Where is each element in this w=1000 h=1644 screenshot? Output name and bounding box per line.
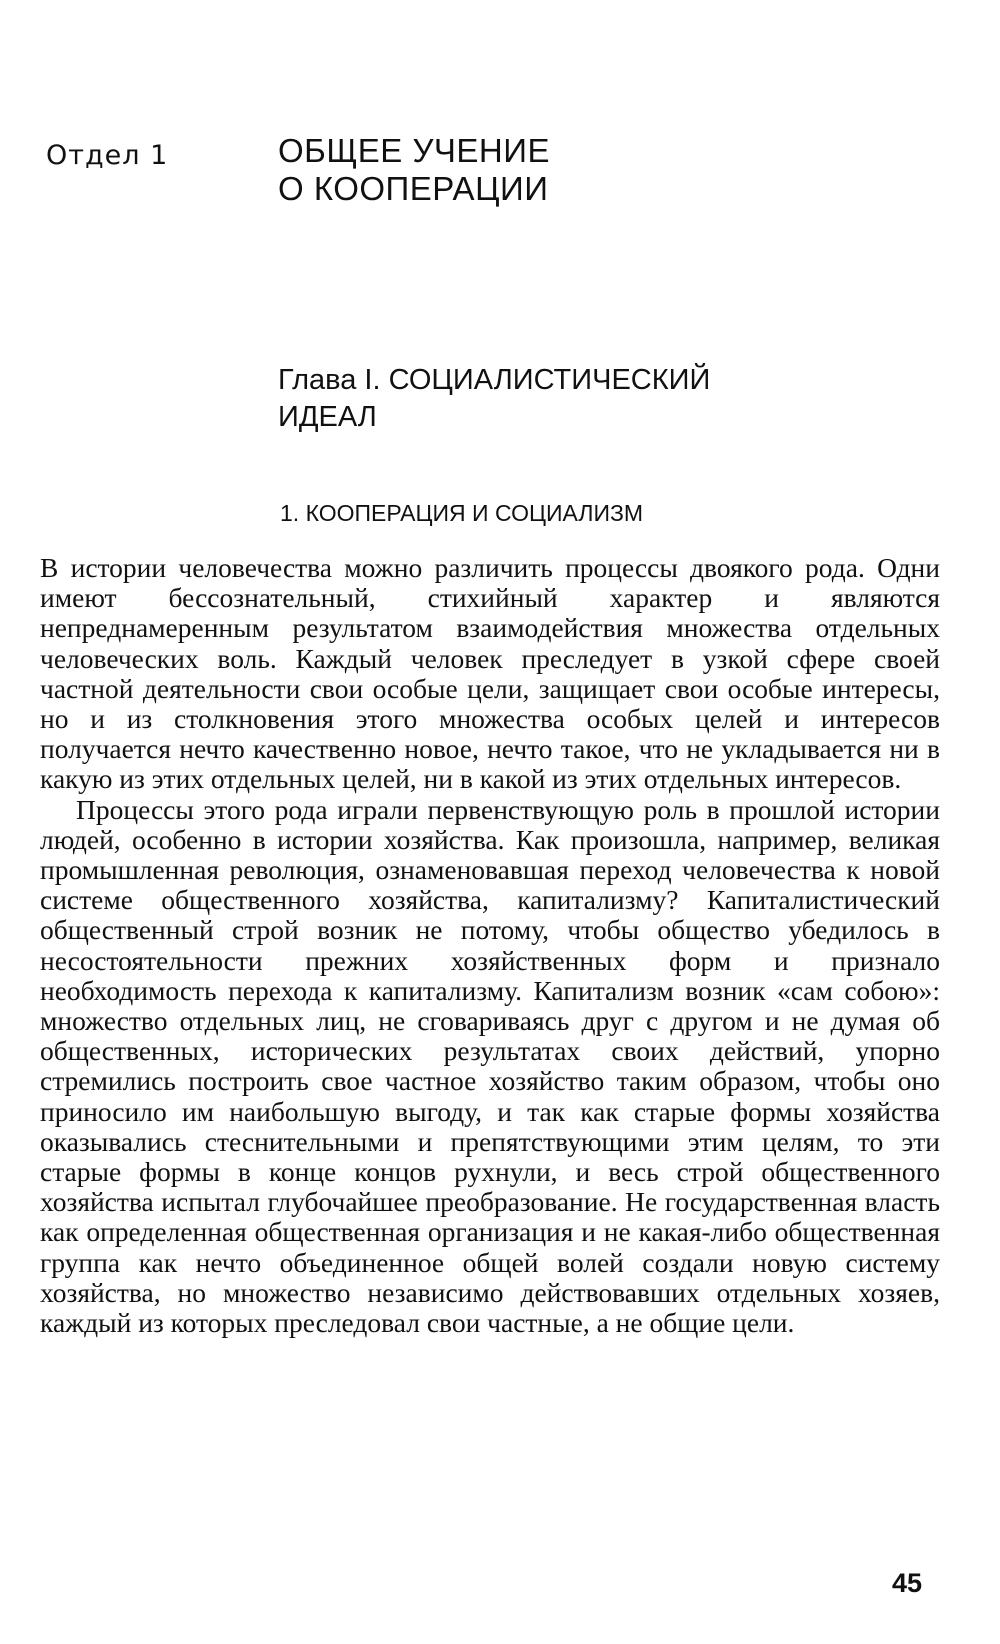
chapter-title-line-2: ИДЕАЛ [278,401,377,433]
chapter-title [278,362,710,436]
body-text [40,553,940,1338]
subsection-title: 1. КООПЕРАЦИЯ И СОЦИАЛИЗМ [280,500,644,526]
chapter-title-line-1: Глава I. СОЦИАЛИСТИЧЕСКИЙ [278,364,711,396]
paragraph-2: Процессы этого рода играли первенствующую роль в прошлой истории людей, особенно в истории хозяйства. Как произошла, например, великая промышленная революция, ознаменовавшая переход человечества к новой системе общественного хозяйства, капитализму? Капиталистический общественный строй возник не потому, чтобы общество убедилось в несостоятельности прежних хозяйственных форм и признало необходимость перехода к капитализму. Капитализм возник «сам собою»: множество отдельных лиц, не сговариваясь друг с другом и не думая об общественных, исторических результатах своих действий, упорно стремились построить свое частное хозяйство таким образом, чтобы оно приносило им наибольшую выгоду, и так как старые формы хозяйства оказывались стеснительными и препятствующими этим целям, то эти старые формы в конце концов рухнули, и весь строй общественного хозяйства испытал глубочайшее преобразование. Не государственная власть как определенная общественная организация и не какая-либо общественная группа как нечто объединенное общей волей создали новую систему хозяйства, но множество независимо действовавших отдельных хозяев, каждый из которых преследовал свои частные, а не общие цели. [40,793,940,1339]
section-title-line-2: О КООПЕРАЦИИ [278,170,549,207]
page-number: 45 [892,1568,923,1598]
section-title [278,132,550,208]
paragraph-1: В истории человечества можно различить процессы двоякого рода. Одни имеют бессознательный, стихийный характер и являются непреднамеренным результатом взаимодействия множества отдельных человеческих воль. Каждый человек преследует в узкой сфере своей частной деятельности свои особые цели, защищает свои особые интересы, но и из столкновения этого множества особых целей и интересов получается нечто качественно новое, нечто такое, что не укладывается ни в какую из этих отдельных целей, ни в какой из этих отдельных интересов. [40,552,940,795]
section-title-line-1: ОБЩЕЕ УЧЕНИЕ [278,132,550,169]
section-label: Отдел 1 [46,140,169,171]
